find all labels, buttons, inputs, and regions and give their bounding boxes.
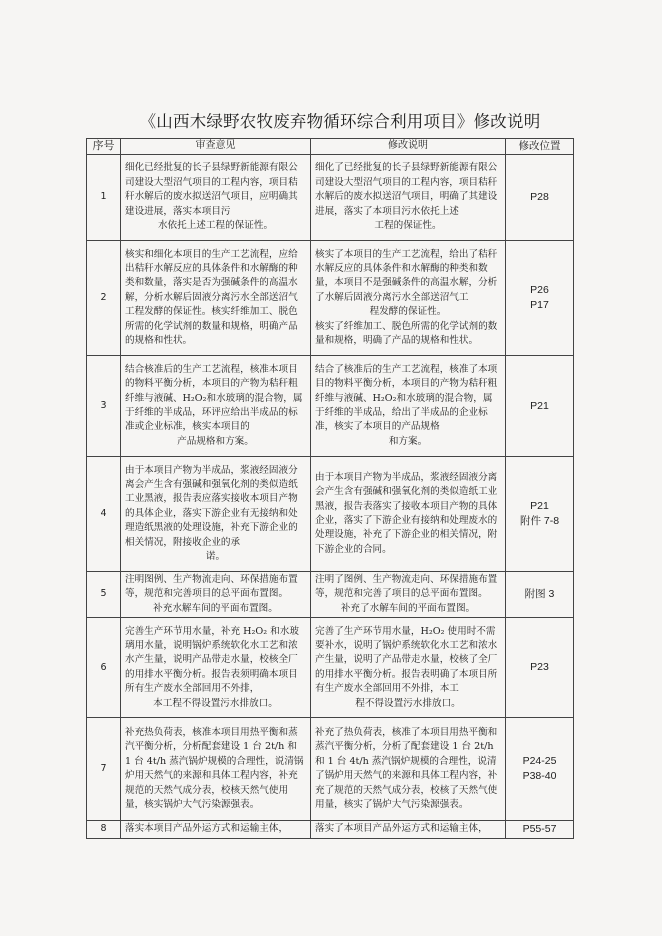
table-row xyxy=(87,618,574,718)
revision-explanation-cell xyxy=(311,241,506,356)
opinion-text: 本工程不得设置污水排放口。 xyxy=(153,697,278,709)
page-reference: P26 xyxy=(530,284,549,296)
revision-explanation-cell xyxy=(311,155,506,241)
revision-location-cell xyxy=(506,155,574,241)
row-number: 3 xyxy=(87,356,121,457)
revision-explanation-cell xyxy=(311,457,506,572)
row-number: 5 xyxy=(87,572,121,618)
opinion-text: 细化已经批复的长子县绿野新能源有限公司建设大型沼气项目的工程内容，项目秸秆水解后的废水拟送沼气项目，应明确其建设进展，落实本项目污 xyxy=(125,162,298,217)
page-reference: P55-57 xyxy=(522,822,557,835)
explanation-text: 核实了纤维加工、脱色所需的化学试剂的数量和规格，明确了产品的规格和性状。 xyxy=(315,320,498,347)
revision-location-cell xyxy=(506,356,574,457)
review-opinion-cell xyxy=(121,618,311,718)
explanation-text: 补充了水解车间的平面布置图。 xyxy=(340,602,476,614)
header-opinion: 审查意见 xyxy=(121,139,311,155)
row-number: 2 xyxy=(87,241,121,356)
explanation-text: 工程的保证性。 xyxy=(374,220,442,232)
row-number: 4 xyxy=(87,457,121,572)
table-row xyxy=(87,356,574,457)
row-number: 8 xyxy=(87,821,121,838)
explanation-text: 细化了已经批复的长子县绿野新能源有限公司建设大型沼气项目的工程内容，项目秸秆水解后的废水拟送沼气项目，明确了其建设进展，落实了本项目污水依托上述 xyxy=(315,162,498,217)
opinion-text: 核实和细化本项目的生产工艺流程，应给出秸秆水解反应的具体条件和水解酶的种类和数量，落实是否为强碱条件的高温水解，分析水解后固液分离污水全部送沼气工程发酵的保证性。核实纤维加工、脱色所需的化学试剂的数量和规格，明确产品的规格和性状。 xyxy=(125,248,298,347)
page-reference: P17 xyxy=(530,299,549,311)
page-reference: P28 xyxy=(530,191,549,203)
opinion-text: 产品规格和方案。 xyxy=(177,435,254,447)
revision-location-cell xyxy=(506,821,574,838)
revision-explanation-cell xyxy=(311,718,506,821)
explanation-text: 结合了核准后的生产工艺流程，核准了本项目的物料平衡分析，本项目的产物为秸秆粗纤维与液碱、H₂O₂和水玻璃的混合物，属于纤维的半成品，给出了半成品的企业标准，核实了本项目的产品规格 xyxy=(315,363,498,433)
page-reference: 附图 3 xyxy=(524,588,555,601)
revision-location-cell xyxy=(506,572,574,618)
explanation-text: 由于本项目产物为半成品，浆液经固液分离会产生含有强碱和强氧化剂的类似造纸工业黑液，报告表落实了接收本项目产物的具体企业，落实了下游企业有接纳和处理废水的处理设施，补充了下游企业的相关情况，附下游企业的合同。 xyxy=(315,471,498,555)
explanation-text: 核实了本项目的生产工艺流程，给出了秸秆水解反应的具体条件和水解酶的种类和数量，本项目不是强碱条件的高温水解，分析了水解后固液分离污水全部送沼气工 xyxy=(315,248,498,303)
table-row xyxy=(87,155,574,241)
opinion-text: 水依托上述工程的保证性。 xyxy=(157,220,274,232)
opinion-text: 由于本项目产物为半成品，浆液经固液分离会产生含有强碱和强氧化剂的类似造纸工业黑液，报告表应落实接收本项目产物的具体企业，落实下游企业有无接纳和处理造纸黑液的处理设施，补充下游企业的相关情况，附接收企业的承 xyxy=(125,464,298,548)
opinion-text: 诺。 xyxy=(205,551,226,563)
revision-location-cell xyxy=(506,241,574,356)
opinion-text: 结合核准后的生产工艺流程，核准本项目的物料平衡分析，本项目的产物为秸秆粗纤维与液碱、H₂O₂和水玻璃的混合物，属于纤维的半成品，环评应给出半成品的标准或企业标准，核实本项目的 xyxy=(125,363,303,433)
row-number: 7 xyxy=(87,718,121,821)
page-reference: P38-40 xyxy=(522,770,557,783)
revision-location-cell xyxy=(506,457,574,572)
review-opinion-cell xyxy=(121,241,311,356)
review-opinion-cell xyxy=(121,356,311,457)
row-number: 6 xyxy=(87,618,121,718)
review-opinion-cell xyxy=(121,155,311,241)
explanation-text: 注明了图例、生产物流走向、环保措施布置等，规范和完善了项目的总平面布置图。 xyxy=(315,574,498,600)
opinion-text: 落实本项目产品外运方式和运输主体， xyxy=(125,823,289,835)
opinion-text: 完善生产环节用水量，补充 H₂O₂ 和水玻璃用水量，说明锅炉系统软化水工艺和浓水产生量，说明产品带走水量，校核全厂的用排水平衡分析。报告表须明确本项目所有生产废水全部回用不外排， xyxy=(125,625,299,695)
revision-table xyxy=(86,138,574,839)
revision-location-cell xyxy=(506,718,574,821)
revision-explanation-cell xyxy=(311,572,506,618)
explanation-text: 程发酵的保证性。 xyxy=(369,306,447,318)
header-no: 序号 xyxy=(87,139,121,155)
page-reference: P23 xyxy=(530,661,549,674)
table-row xyxy=(87,718,574,821)
explanation-text: 落实了本项目产品外运方式和运输主体， xyxy=(315,823,488,835)
explanation-text: 和方案。 xyxy=(388,435,428,447)
document-title: 《山西木绿野农牧废弃物循环综合利用项目》修改说明 xyxy=(139,112,541,131)
revision-explanation-cell xyxy=(311,618,506,718)
header-explanation: 修改说明 xyxy=(311,139,506,155)
revision-location-cell xyxy=(506,618,574,718)
row-number: 1 xyxy=(87,155,121,241)
opinion-text: 注明图例、生产物流走向、环保措施布置等，规范和完善项目的总平面布置图。 xyxy=(125,574,298,600)
table-row xyxy=(87,572,574,618)
review-opinion-cell xyxy=(121,718,311,821)
page-reference: P21 xyxy=(530,500,549,512)
explanation-text: 程不得设置污水排放口。 xyxy=(355,697,461,709)
table-header-row xyxy=(87,139,574,155)
page-reference: P21 xyxy=(530,399,549,412)
opinion-text: 补充水解车间的平面布置图。 xyxy=(153,602,278,614)
page-reference: P24-25 xyxy=(522,755,557,768)
opinion-text: 补充热负荷表，核准本项目用热平衡和蒸汽平衡分析，分析配套建设 1 台 2t/h 和 1 台 4t/h 蒸汽锅炉规模的合理性，说清锅炉用天然气的来源和具体工程内容，补充规范的天然气成分表，校核天然气使用量，核实锅炉大气污染源强表。 xyxy=(125,727,304,811)
table-row xyxy=(87,241,574,356)
header-location: 修改位置 xyxy=(506,139,574,155)
table-row xyxy=(87,821,574,838)
review-opinion-cell xyxy=(121,457,311,572)
revision-explanation-cell xyxy=(311,821,506,838)
review-opinion-cell xyxy=(121,821,311,838)
review-opinion-cell xyxy=(121,572,311,618)
page-reference: 附件 7-8 xyxy=(519,515,560,527)
explanation-text: 完善了生产环节用水量，H₂O₂ 使用时不需要补水，说明了锅炉系统软化水工艺和浓水产生量，说明了产品带走水量，校核了全厂的用排水平衡分析。报告表明确了本项目所有生产废水全部回用不外排，本工 xyxy=(315,625,498,695)
table-row xyxy=(87,457,574,572)
explanation-text: 补充了热负荷表，核准了本项目用热平衡和蒸汽平衡分析，分析了配套建设 1 台 2t/h 和 1 台 4t/h 蒸汽锅炉规模的合理性，说清了锅炉用天然气的来源和具体工程内容，补充了规范的天然气成分表，校核了天然气使用量，核实了锅炉大气污染源强表。 xyxy=(315,727,498,811)
revision-explanation-cell xyxy=(311,356,506,457)
